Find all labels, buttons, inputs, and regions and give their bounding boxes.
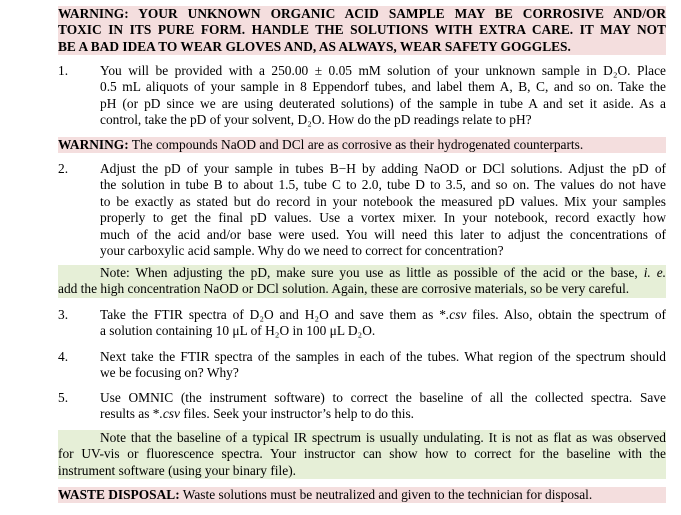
step-number: 4. [58,349,69,364]
step-text-line: properly to get the final pD values. Use a vortex mixer. In your notebook, record exactly how [100,210,666,226]
note-text: Note: When adjusting the pD, make sure you use as little as possible of the acid or the base, [100,265,638,280]
corrosive-warning [58,6,666,55]
note-text-italic: i. e. [643,265,666,280]
waste-disposal-warning [58,487,666,503]
waste-label: WASTE DISPOSAL: [58,487,180,502]
step-text-line: You will be provided with a 250.00 ± 0.05 mM solution of your unknown sample in D₂O. Place [100,63,666,78]
warning-label: WARNING: [58,137,129,152]
warning-line: WARNING: YOUR UNKNOWN ORGANIC ACID SAMPLE MAY BE CORROSIVE AND/OR [58,6,666,21]
step-number: 3. [58,307,69,322]
step-text: Take the FTIR spectra of D₂O and H₂O and save them as * [100,307,446,322]
reagent-warning [58,137,666,153]
waste-text: Waste solutions must be neutralized and given to the technician for disposal. [182,487,593,502]
step-text: files. Seek your instructor’s help to do this. [179,406,415,422]
pd-adjust-note [58,265,666,298]
file-extension: .csv [445,307,467,322]
step-text-line: to be exactly as stated but do record in your notebook the measured pD values. Mix your samples [100,193,666,209]
warning-line: BE A BAD IDEA TO WEAR GLOVES AND, AS ALWAYS, WEAR SAFETY GOGGLES. [58,38,571,54]
step-text-line: Next take the FTIR spectra of the samples in each of the tubes. What region of the spectrum should [100,349,666,364]
step-text-line: a solution containing 10 μL of H₂O in 100 μL D₂O. [100,323,376,339]
baseline-note [58,430,666,479]
step-number: 1. [58,63,69,78]
step-text-line: Adjust the pD of your sample in tubes B−H by adding NaOD or DCl solutions. Adjust the pD of [100,161,666,176]
warning-text: The compounds NaOD and DCl are as corrosive as their hydrogenated counterparts. [131,137,584,152]
note-text: Note that the baseline of a typical IR spectrum is usually undulating. It is not as flat as was observed [100,430,666,445]
step-text-line: control, take the pD of your solvent, D₂O. How do the pD readings relate to pH? [100,112,532,128]
step-text-line: your carboxylic acid sample. Why do we need to correct for concentration? [100,242,504,258]
note-text: instrument software (using your binary file). [58,462,296,478]
step-text-line: pH (or pD since we are using deuterated solutions) of the sample in tube A and set it aside. As a [100,95,666,111]
step-text-line: Use OMNIC (the instrument software) to correct the baseline of all the collected spectra. Save [100,390,666,405]
step-text-line: the solution in tube B to about 1.5, tube C to 2.0, tube D to 3.5, and so on. The values do not have [100,177,666,193]
step-text: files. Also, obtain the spectrum of [466,307,666,322]
step-number: 5. [58,390,69,405]
file-extension: .csv [159,406,180,422]
step-text: results as * [100,406,160,422]
note-text: add the high concentration NaOD or DCl solution. Again, these are corrosive materials, so be very careful. [58,281,630,297]
warning-line: TOXIC IN ITS PURE FORM. HANDLE THE SOLUTIONS WITH EXTRA CARE. IT MAY NOT [58,22,666,38]
step-text-line: 0.5 mL aliquots of your sample in 8 Eppendorf tubes, and label them A, B, C, and so on. Take the [100,79,666,95]
step-text-line: we be focusing on? Why? [100,365,239,381]
note-text: for UV-vis or fluorescence spectra. Your instructor can show how to correct for the baseline with the [58,446,666,462]
step-number: 2. [58,161,69,176]
step-text-line: much of the acid and/or base were used. You will need this later to adjust the concentrations of [100,226,666,242]
